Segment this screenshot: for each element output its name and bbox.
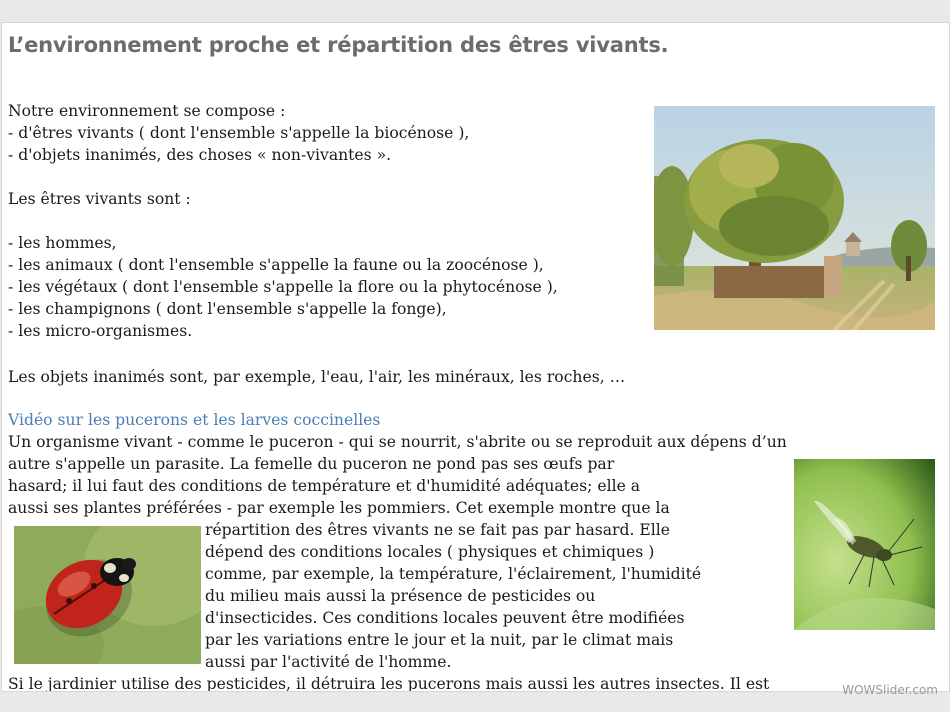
paragraph-line: dépend des conditions locales ( physiques et chimiques ) [205,543,655,561]
video-link[interactable]: Vidéo sur les pucerons et les larves coccinelles [8,411,381,429]
ladybug-photo-image [14,526,201,664]
paragraph-line: autre s'appelle un parasite. La femelle du puceron ne pond pas ses œufs par [8,455,615,473]
aphid-photo-image [794,459,935,630]
list-item: - les hommes, [8,234,117,252]
slide-page [1,22,950,692]
paragraph-line: d'insecticides. Ces conditions locales peuvent être modifiées [205,609,685,627]
list-item: - les micro-organismes. [8,322,193,340]
page-title: L’environnement proche et répartition des êtres vivants. [8,33,669,57]
intro-line: - d'objets inanimés, des choses « non-vivantes ». [8,146,392,164]
intro-text [8,100,469,166]
paragraph-line: comme, par exemple, la température, l'éclairement, l'humidité [205,565,702,583]
list-item: - les végétaux ( dont l'ensemble s'appelle la flore ou la phytocénose ), [8,278,558,296]
intro-line: Notre environnement se compose : [8,102,286,120]
paragraph-line: hasard; il lui faut des conditions de température et d'humidité adéquates; elle a [8,477,641,495]
wowslider-watermark: WOWSlider.com [842,683,938,697]
list-item: - les champignons ( dont l'ensemble s'appelle la fonge), [8,300,447,318]
tree-painting-image [654,106,935,330]
paragraph-line: Si le jardinier utilise des pesticides, il détruira les pucerons mais aussi les autres insectes. Il est [8,675,770,692]
paragraph-line: aussi ses plantes préférées - par exemple les pommiers. Cet exemple montre que la [8,499,670,517]
paragraph-line: du milieu mais aussi la présence de pesticides ou [205,587,596,605]
living-list [8,232,558,342]
paragraph-line: répartition des êtres vivants ne se fait pas par hasard. Elle [205,521,670,539]
intro-line: - d'êtres vivants ( dont l'ensemble s'appelle la biocénose ), [8,124,470,142]
paragraph-line: Un organisme vivant - comme le puceron - qui se nourrit, s'abrite ou se reproduit aux dépens d’un [8,433,787,451]
list-item: - les animaux ( dont l'ensemble s'appelle la faune ou la zoocénose ), [8,256,544,274]
paragraph-line: aussi par l'activité de l'homme. [205,653,452,671]
living-heading: Les êtres vivants sont : [8,190,191,208]
inanimate-text: Les objets inanimés sont, par exemple, l'eau, l'air, les minéraux, les roches, … [8,368,626,386]
paragraph-line: par les variations entre le jour et la nuit, par le climat mais [205,631,674,649]
